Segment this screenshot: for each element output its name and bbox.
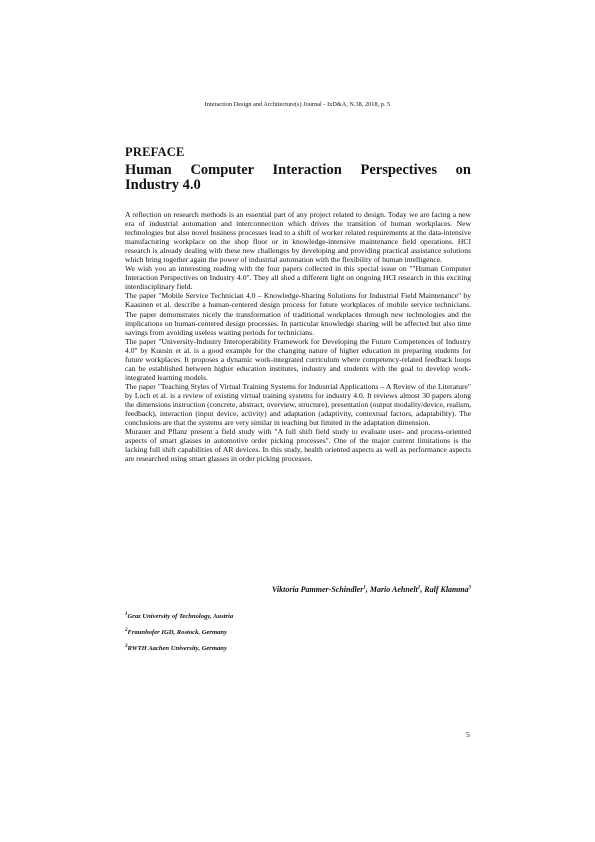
affiliation-sup: 3 — [125, 644, 128, 649]
author-sup: 2 — [417, 585, 421, 591]
affiliation-sup: 1 — [125, 612, 128, 617]
page-number: 5 — [466, 730, 470, 739]
author-name: Ralf Klamma — [424, 585, 469, 594]
affiliation — [125, 628, 227, 636]
affiliation — [125, 644, 227, 652]
title-line-2: Industry 4.0 — [125, 177, 201, 193]
section-label: PREFACE — [125, 145, 185, 159]
paragraph: A reflection on research methods is an essential part of any project related to design. Today we are facing a new era of industrial automation and interconnection which drives the transition of human workplaces. New technologies but also novel business processes lead to a shift of worker related requirements at the data-intensive manufacturing workplace on the shop floor or in knowledge-intensive maintenance field operations. HCI research is already dealing with these new challenges by developing and providing practical assistance solutions which bring together again the power of industrial automation with the flexibility of human intelligence. — [125, 210, 471, 265]
affiliation-text: RWTH Aachen University, Germany — [127, 645, 227, 653]
affiliation-text: Graz University of Technology, Austria — [127, 613, 234, 621]
paragraph: We wish you an interesting reading with the four papers collected in this special issue on ""Human Computer Interaction Perspectives on Industry 4.0". They all shed a different light on ongoing HCI research in this exciting interdisciplinary field. — [125, 264, 471, 292]
paragraph: The paper "Teaching Styles of Virtual Training Systems for Industrial Applications – A Review of the Literature" by Loch et al. is a review of existing virtual training systems for industry 4.0. It reviews almost 30 papers along the dimensions instruction (concrete, abstract, overview, structure), presentation (output modality/device, realism, feedback), interaction (input device, activity) and adaptation (adaptivity, contextual factors, adaptability). The conclusions are that the systems are very similar in teaching but limited in the adaptation dimension. — [125, 381, 471, 428]
paragraph: The paper "University-Industry Interoperability Framework for Developing the Future Competences of Industry 4.0" by Kuusin et al. is a good example for the changing nature of higher education in preparing students for future workplaces. It proposes a dynamic work-integrated curriculum where competency-related feedback loops can be established between higher education institutes, industry and students with the goal to develop work-integrated learning models. — [125, 336, 471, 382]
body-text — [125, 210, 471, 463]
affiliation — [125, 612, 233, 620]
author-sup: 3 — [468, 585, 471, 591]
affiliation-text: Fraunhofer IGD, Rostock, Germany — [127, 629, 227, 637]
author-name: Viktoria Pammer-Schindler — [271, 585, 364, 594]
running-head: Interaction Design and Architecture(s) Journal - IxD&A, N.38, 2018, p. 5 — [204, 101, 391, 108]
page-title — [125, 163, 471, 193]
affiliation-sup: 2 — [125, 628, 128, 633]
title-line-1: Human Computer Interaction Perspectives on — [125, 162, 471, 178]
author-sup: 1 — [363, 585, 366, 591]
paragraph: The paper "Mobile Service Technician 4.0 – Knowledge-Sharing Solutions for Industrial Field Maintenance" by Kaasinen et al. describe a human-centered design process for future workplaces of mobile service technicians. The paper demonstrates nicely the transformation of traditional workplaces through new technologies and the implications on human-centered design processes. In particular knowledge sharing will be affected but also time savings from avoiding useless waiting periods for technicians. — [125, 291, 471, 337]
paragraph: Murauer and Pflanz present a field study with "A full shift field study to evaluate user- and process-oriented aspects of smart glasses in automotive order picking processes". One of the major current limitations is the lacking full shift capabilities of AR devices. In this study, health oriented aspects as well as performance aspects are researched using smart glasses in order picking processes. — [125, 427, 471, 464]
author-name: Mario Aehnelt — [369, 585, 418, 594]
author-line: Viktoria Pammer-Schindler$^1$, Mario Aehnelt$^2$, Ralf Klamma$^3$ — [271, 585, 471, 594]
